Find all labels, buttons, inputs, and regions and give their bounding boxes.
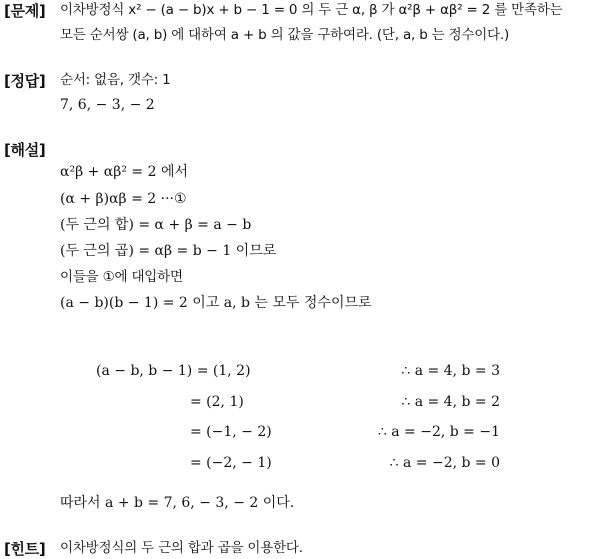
solution-conclusion: 따라서 a + b = 7, 6, − 3, − 2 이다.: [60, 495, 295, 511]
solution-line-4: (두 근의 곱) = αβ = b − 1 이므로: [60, 243, 277, 259]
hint-text: 이차방정식의 두 근의 합과 곱을 이용한다.: [60, 540, 303, 556]
case-row-4-rhs: ∴ a = −2, b = 0: [389, 455, 500, 471]
solution-line-2: (α + β)αβ = 2 ···①: [60, 191, 187, 207]
answer-line-2: 7, 6, − 3, − 2: [60, 97, 155, 113]
solution-line-5: 이들을 ①에 대입하면: [60, 269, 183, 285]
case-row-2-lhs: = (2, 1): [190, 394, 244, 410]
case-row-3-lhs: = (−1, − 2): [190, 424, 272, 440]
answer-label: [정답]: [4, 72, 46, 90]
case-row-4-lhs: = (−2, − 1): [190, 455, 272, 471]
case-row-3-rhs: ∴ a = −2, b = −1: [377, 424, 500, 440]
solution-line-6: (a − b)(b − 1) = 2 이고 a, b 는 모두 정수이므로: [60, 295, 372, 311]
answer-line-1: 순서: 없음, 갯수: 1: [60, 72, 171, 88]
problem-line-1: 이차방정식 x² − (a − b)x + b − 1 = 0 의 두 근 α, β 가 α²β + αβ² = 2 를 만족하는: [60, 2, 563, 18]
case-row-1-lhs: (a − b, b − 1) = (1, 2): [96, 363, 251, 379]
solution-line-3: (두 근의 합) = α + β = a − b: [60, 217, 252, 233]
solution-line-1: α²β + αβ² = 2 에서: [60, 164, 188, 180]
case-row-1-rhs: ∴ a = 4, b = 3: [401, 363, 500, 379]
solution-label: [해설]: [4, 141, 46, 159]
case-row-2-rhs: ∴ a = 4, b = 2: [401, 394, 500, 410]
problem-line-2: 모든 순서쌍 (a, b) 에 대하여 a + b 의 값을 구하여라. (단, a, b 는 정수이다.): [60, 27, 510, 43]
hint-label: [힌트]: [4, 540, 46, 558]
problem-label: [문제]: [4, 2, 46, 20]
